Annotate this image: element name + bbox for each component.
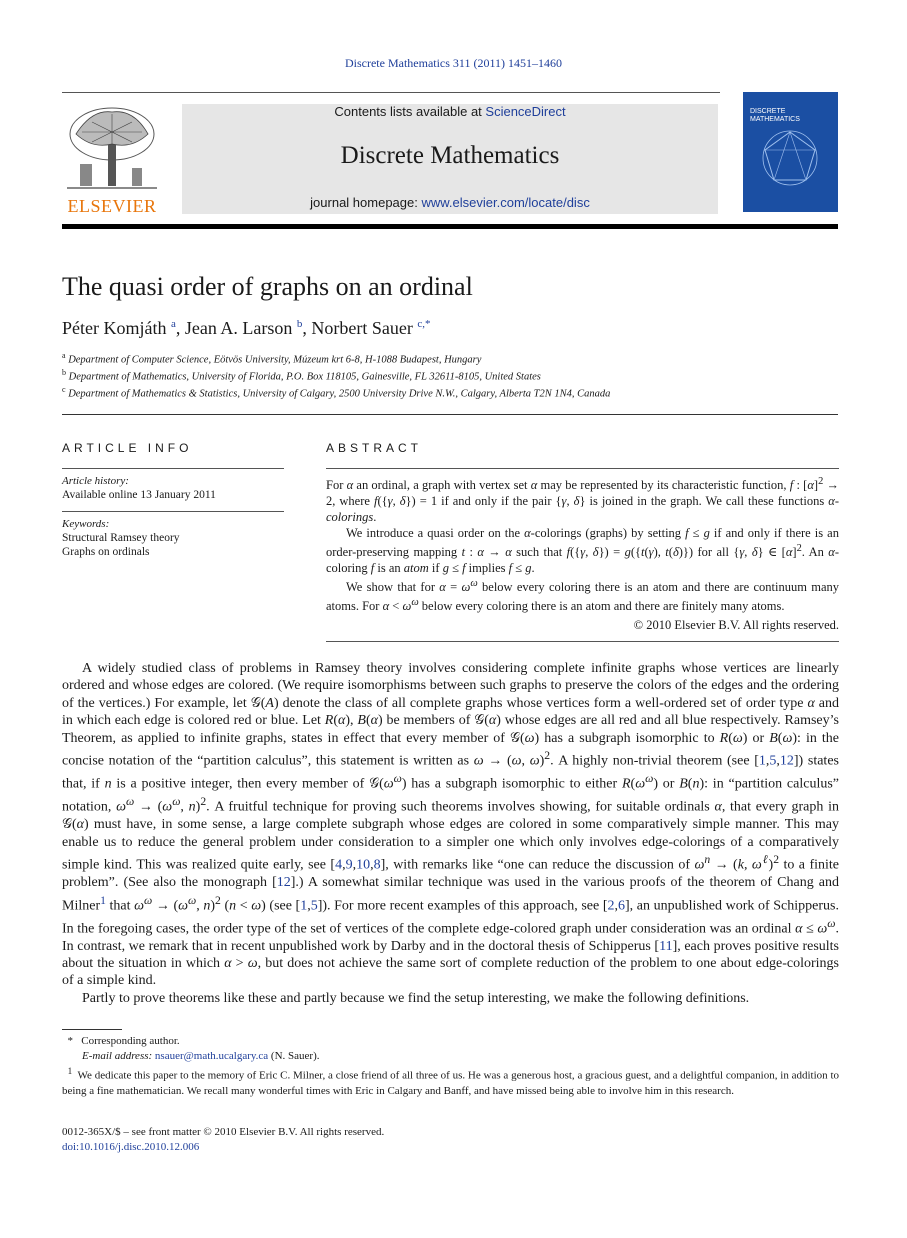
- abstract-paragraph: We introduce a quasi order on the α-colorings (graphs) by setting f ≤ g if and only if there is an order-preserving mapping t : α → α such that f({γ, δ}) = g({t(γ), t(δ)}) for all {γ, δ} ∈ $[\alpha]^2$. An α-coloring f is an atom if g ≤ f implies f ≤ g.: [326, 526, 840, 576]
- header-rule: [62, 92, 720, 93]
- citation-link[interactable]: 9: [345, 857, 353, 873]
- author-name: Jean A. Larson: [184, 318, 293, 338]
- affiliation: [62, 368, 541, 383]
- abstract-rule: [326, 468, 839, 469]
- copyright-notice: © 2010 Elsevier B.V. All rights reserved.: [633, 617, 839, 632]
- body-paragraph: Partly to prove theorems like these and partly because we find the setup interesting, we make the following definitions.: [82, 990, 750, 1006]
- author-name: Péter Komjáth: [62, 318, 167, 338]
- affiliation-text: Department of Computer Science, Eötvös University, Múzeum krt 6-8, H-1088 Budapest, Hungary: [68, 354, 482, 366]
- article-title: The quasi order of graphs on an ordinal: [62, 272, 473, 301]
- footnote-rule: [62, 1029, 122, 1030]
- section-rule: [62, 414, 838, 415]
- affiliation-marker: a: [62, 351, 66, 360]
- abstract-paragraph: We show that for $\alpha = \omega^\omega$ below every coloring there is an atom and there are continuum many atoms. For $\alpha < \omega^\omega$ below every coloring there is an atom and there are finitely many atoms.: [326, 578, 839, 614]
- header-thick-rule: [62, 224, 838, 229]
- article-history: [62, 474, 216, 502]
- email-label: E-mail address:: [82, 1050, 153, 1062]
- citation-link[interactable]: 12: [779, 753, 794, 769]
- citation-link[interactable]: 6: [617, 898, 625, 914]
- abstract-paragraph: For α an ordinal, a graph with vertex set α may be represented by its characteristic function, f : $[\alpha]^2 \to 2$, where f({γ, δ}) = 1 if and only if the pair {γ, δ} is joined in the graph. We call these functions α-colorings.: [326, 476, 840, 525]
- body-paragraph: A widely studied class of problems in Ramsey theory involves considering complete infinite graphs whose vertices are linearly ordered and whose edges are colored. (We require isomorphisms between such graphs to preserve the colors of the edges and the ordering of the vertices.) For example, let 𝒢(A) denote the class of all complete graphs whose vertices form a well-ordered set of order type α and in which each edge is colored red or blue. Let R(α), B(α) be members of 𝒢(α) whose edges are all red and all blue respectively. Ramsey’s Theorem, as applied to infinite graphs, states in effect that every member of 𝒢(ω) has a subgraph isomorphic to R(ω) or B(ω): in the concise notation of the “partition calculus”, this statement is written as ω → (ω, ω)$^2$. A highly non-trivial theorem (see [1,5,12]) states that, if n is a positive integer, then every member of $𝒢(\omega^\omega)$ has a subgraph isomorphic to either $R(\omega^\omega)$ or B(n): in “partition calculus” notation, $\omega^\omega \to (\omega^\omega$, n)$^2$. A fruitful technique for proving such theorems involves showing, for suitable ordinals α, that every graph in 𝒢(α) must have, in some sense, a large complete subgraph whose edges are colored in some comparatively simple manner. This may enable us to reduce the general problem under consideration to a simpler one which only involves edge-colorings of a comparatively simple kind. This was realized quite early, see [4,9,10,8], with remarks like “one can reduce the discussion of $\omega^n \to (k$, $\omega^\ell)^2$ to a finite problem”. (See also the monograph [12].) A somewhat similar technique was used in the various proofs of the theorem of Chang and Milner$^1$ that $\omega^\omega \to (\omega^\omega$, n)$^2$ (n < ω) (see [1,5]). For more recent examples of this approach, see [2,6], an unpublished work of Schipperus. In the foregoing cases, the order type of the set of vertices of the complete edge-colored graph under consideration was an ordinal $\alpha \le \omega^\omega$. In contrast, we remark that in recent unpublished work by Darby and in the doctoral thesis of Schipperus [11], each proves positive results about the situation in which α > ω, but does not achieve the same sort of complete reduction of the problem to one about edge-colorings of a simple kind.: [62, 661, 840, 989]
- footnote-marker[interactable]: 1: [100, 893, 106, 907]
- footnote-1-text: We dedicate this paper to the memory of Eric C. Milner, a close friend of all three of us. He was a generous host, a gracious guest, and a delightful companion, in addition to being a fine mathematician. We recall many wonderful times with Eric in Calgary and Banff, and have missed being able to involve him in this research.: [62, 1069, 840, 1097]
- cover-title: DISCRETE MATHEMATICS: [750, 108, 800, 123]
- author-name: Norbert Sauer: [311, 318, 413, 338]
- author-affil-marker[interactable]: c,*: [417, 318, 431, 330]
- keyword: Graphs on ordinals: [62, 546, 150, 558]
- front-matter: [62, 1125, 384, 1155]
- citation-link[interactable]: 12: [276, 875, 291, 891]
- homepage-prefix: journal homepage:: [310, 195, 422, 210]
- homepage-link[interactable]: www.elsevier.com/locate/disc: [421, 195, 590, 210]
- corresponding-author-note: * Corresponding author.: [62, 1035, 180, 1047]
- citation-link[interactable]: 11: [659, 938, 673, 954]
- footnotes: [62, 1034, 839, 1099]
- affiliation: [62, 385, 610, 400]
- email-link[interactable]: nsauer@math.ucalgary.ca: [154, 1050, 269, 1062]
- article-info-heading: ARTICLE INFO: [62, 441, 193, 455]
- affiliation: [62, 351, 481, 366]
- homepage-line: [182, 195, 718, 210]
- info-rule: [62, 468, 284, 469]
- authors-line: Péter Komjáth $^a$, Jean A. Larson $^b$, Norbert Sauer $^{c,*}$: [62, 318, 431, 338]
- citation-link[interactable]: 1: [300, 898, 308, 914]
- citation-link[interactable]: 8: [373, 857, 381, 873]
- affiliation-marker: c: [62, 385, 66, 394]
- citation-link[interactable]: 5: [769, 753, 777, 769]
- citation-link[interactable]: 10: [356, 857, 371, 873]
- elsevier-logo-text: ELSEVIER: [67, 196, 157, 216]
- journal-title: Discrete Mathematics: [340, 142, 560, 169]
- citation-link[interactable]: 1: [758, 753, 766, 769]
- citation-link[interactable]: 5: [310, 898, 318, 914]
- keywords-block: [62, 517, 180, 559]
- sciencedirect-link[interactable]: ScienceDirect: [485, 104, 566, 119]
- info-rule: [62, 511, 284, 512]
- journal-citation[interactable]: Discrete Mathematics 311 (2011) 1451–1460: [344, 56, 563, 70]
- contents-prefix: Contents lists available at: [334, 104, 486, 119]
- abstract-rule: [326, 641, 839, 642]
- history-label: Article history:: [62, 475, 129, 487]
- article-body: [62, 660, 839, 1007]
- citation-link[interactable]: 4: [335, 857, 343, 873]
- affiliation-text: Department of Mathematics & Statistics, University of Calgary, 2500 University Drive N.W., Calgary, Alberta T2N 1N4, Canada: [68, 388, 611, 400]
- abstract-heading: ABSTRACT: [326, 441, 423, 455]
- affiliation-marker: b: [62, 368, 66, 377]
- email-suffix: (N. Sauer).: [270, 1050, 320, 1062]
- abstract-body: [326, 474, 839, 633]
- author-affil-marker[interactable]: a: [170, 318, 176, 330]
- keywords-label: Keywords:: [62, 518, 110, 530]
- corresponding-author-label: Corresponding author.: [81, 1035, 180, 1047]
- footnote-1: $^1$ We dedicate this paper to the memory of Eric C. Milner, a close friend of all three of us. He was a generous host, a gracious guest, and a delightful companion, in addition to being a fine mathematician. We recall many wonderful times with Eric in Calgary and Banff, and have missed being able to involve him in this research.: [62, 1066, 840, 1097]
- affiliation-text: Department of Mathematics, University of Florida, P.O. Box 118105, Gainesville, FL 32611-8105, United States: [68, 371, 541, 383]
- contents-line: [182, 104, 718, 119]
- issn-line: 0012-365X/$ – see front matter © 2010 Elsevier B.V. All rights reserved.: [62, 1126, 385, 1138]
- history-value: Available online 13 January 2011: [62, 489, 216, 501]
- author-affil-marker[interactable]: b: [296, 318, 303, 330]
- keyword: Structural Ramsey theory: [62, 532, 180, 544]
- email-note: [62, 1049, 839, 1064]
- doi-link[interactable]: doi:10.1016/j.disc.2010.12.006: [62, 1141, 200, 1153]
- citation-link[interactable]: 2: [607, 898, 615, 914]
